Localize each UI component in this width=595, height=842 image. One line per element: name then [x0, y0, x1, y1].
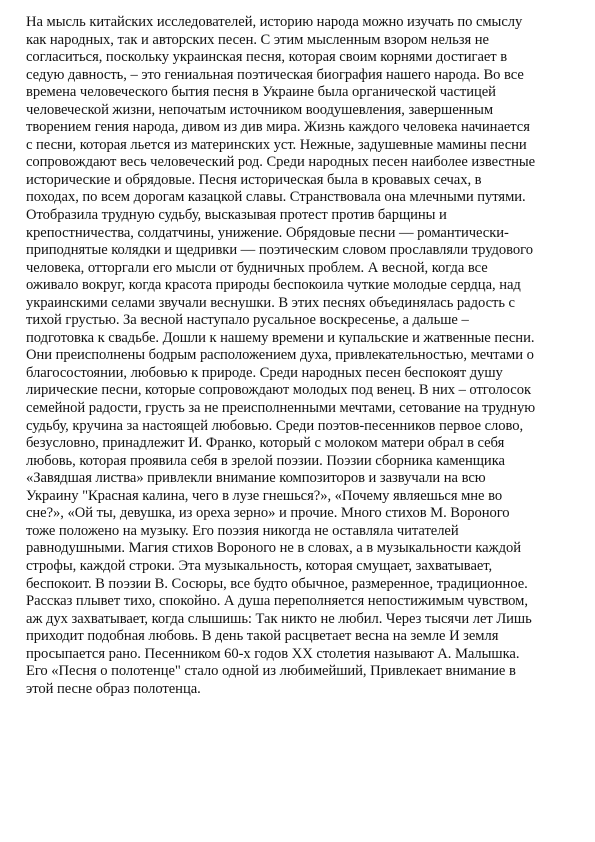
text-line: семейной радости, грусть за не преисполненными мечтами, сетование на трудную [26, 400, 536, 417]
text-line: Его «Песня о полотенце" стало одной из любимейший, Привлекает внимание в [26, 663, 516, 680]
text-line: седую давность, – это гениальная поэтическая биография нашего народа. Во все [26, 66, 524, 83]
text-line: любовь, которая проявила себя в зрелой поэзии. Поэзии сборника каменщика [26, 452, 505, 469]
text-line: лирические песни, которые сопровождают молодых под венец. В них – отголосок [26, 382, 531, 399]
text-line: приходит подобная любовь. В день такой расцветает весна на земле И земля [26, 628, 499, 645]
text-line: равнодушными. Магия стихов Вороного не в словах, а в музыкальности каждой [26, 540, 521, 557]
text-line: украинскими селами звучали веснушки. В этих песнях объединялась радость с [26, 294, 515, 311]
text-line: крепостничества, солдатчины, унижение. Обрядовые песни — романтически- [26, 224, 509, 241]
text-line: безусловно, принадлежит И. Франко, который с молоком матери обрал в себя [26, 435, 505, 452]
text-line: Рассказ плывет тихо, спокойно. А душа переполняется непостижимым чувством, [26, 593, 528, 610]
text-line: благосостоянии, любовью к природе. Среди народных песен беспокоят душу [26, 364, 503, 381]
text-line: судьбу, кручина за настоящей любовью. Среди поэтов-песенников первое слово, [26, 417, 524, 434]
text-line: времена человеческого бытия песня в Украине была органической частицей [26, 84, 496, 101]
text-line: походах, по всем дорогам казацкой славы. Странствовала она млечными путями. [26, 189, 526, 206]
text-line: беспокоит. В поэзии В. Сосюры, все будто обычное, размеренное, традиционное. [26, 575, 528, 592]
text-line: тоже положено на музыку. Его поэзия никогда не оставляла читателей [26, 522, 459, 539]
text-line: творением гения народа, дивом из див мира. Жизнь каждого человека начинается [26, 119, 530, 136]
text-line: тихой грустью. За весной наступало русальное воскресенье, а дальше – [26, 312, 469, 329]
text-line: исторические и обрядовые. Песня историческая была в кровавых сечах, в [26, 171, 482, 188]
text-line: «Завядшая листва» привлекли внимание композиторов и зазвучали на всю [26, 470, 486, 487]
text-line: подготовка к свадьбе. Дошли к нашему времени и купальские и жатвенные песни. [26, 329, 535, 346]
text-line: как народных, так и авторских песен. С этим мысленным взором нельзя не [26, 31, 489, 48]
text-line: просыпается рано. Песенником 60-х годов XX столетия называют А. Малышка. [26, 645, 520, 662]
text-line: Отобразила трудную судьбу, высказывая протест против барщины и [26, 207, 447, 224]
text-line: сопровождают весь человеческий род. Среди народных песен наиболее известные [26, 154, 536, 171]
text-line: приподнятые колядки и щедривки — поэтическим словом прославляли трудового [26, 242, 533, 259]
text-line: На мысль китайских исследователей, историю народа можно изучать по смыслу [26, 14, 523, 30]
text-line: Они преисполнены бодрым расположением духа, привлекательностью, мечтами о [26, 347, 534, 364]
text-line: оживало вокруг, когда красота природы беспокоила чуткие молодые сердца, над [26, 277, 521, 294]
article-text [26, 14, 572, 698]
text-line: человека, отторгали его мысли от будничных проблем. А весной, когда все [26, 259, 488, 276]
text-line: человеческой жизни, непочатым источником воодушевления, завершенным [26, 101, 494, 118]
text-line: с песни, которая льется из материнских уст. Нежные, задушевные мамины песни [26, 136, 527, 153]
text-line: аж дух захватывает, когда слышишь: Так никто не любил. Через тысячи лет Лишь [26, 610, 532, 627]
text-line: Украину "Красная калина, чего в лузе гнешься?», «Почему являешься мне во [26, 487, 503, 504]
text-line: строфы, каждой строки. Эта музыкальность, которая смущает, захватывает, [26, 557, 493, 574]
text-line: согласиться, поскольку украинская песня, которая своим корнями достигает в [26, 49, 508, 66]
text-line: этой песне образ полотенца. [26, 680, 201, 697]
text-line: сне?», «Ой ты, девушка, из ореха зерно» и прочие. Много стихов М. Вороного [26, 505, 510, 522]
